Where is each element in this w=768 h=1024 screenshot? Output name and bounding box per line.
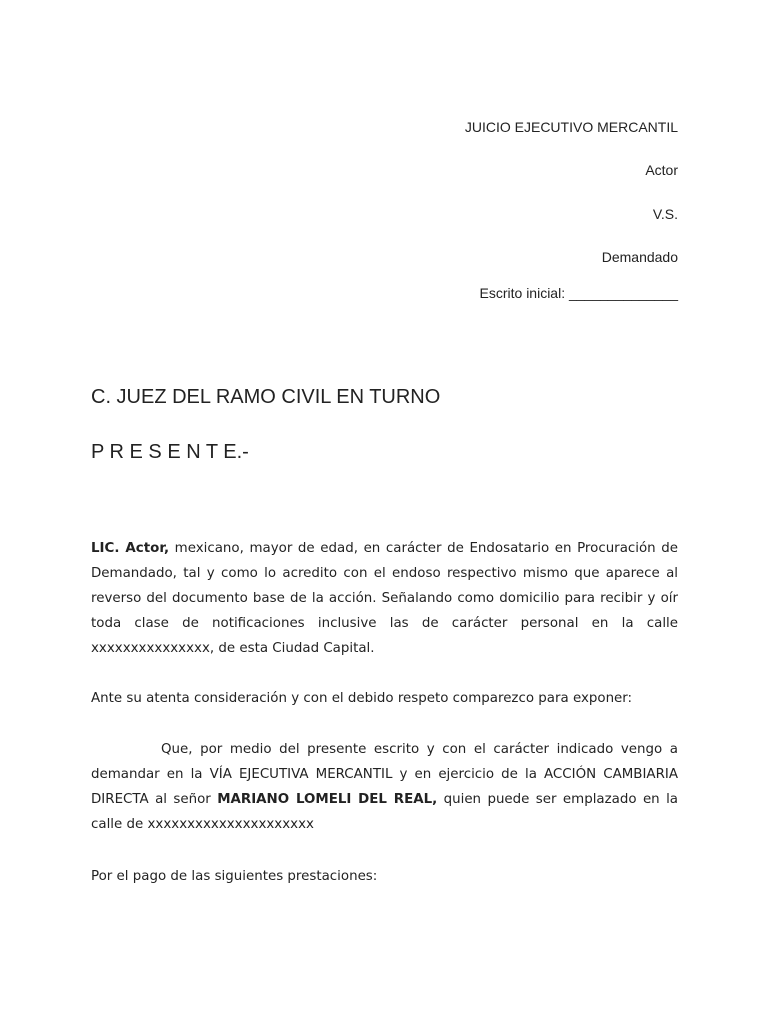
demand-text-b: quien puede ser emplazado en la calle de xxxxxxxxxxxxxxxxxxxxx — [91, 792, 678, 832]
paragraph-demand — [91, 737, 678, 837]
lawyer-name: LIC. Actor, — [91, 541, 170, 556]
case-type: JUICIO EJECUTIVO MERCANTIL — [464, 119, 678, 135]
demand-text-a: Que, por medio del presente escrito y con el carácter indicado vengo a demandar en la VÍA EJECUTIVA MERCANTIL y en ejercicio de la ACCIÓN CAMBIARIA DIRECTA al señor — [91, 742, 678, 807]
paragraph-consideration: Ante su atenta consideración y con el debido respeto comparezco para exponer: — [91, 691, 633, 706]
paragraph-appearance — [91, 536, 678, 661]
judge-addressee: C. JUEZ DEL RAMO CIVIL EN TURNO — [91, 386, 441, 408]
actor-label: Actor — [645, 162, 678, 178]
filing-line: Escrito inicial: ______________ — [479, 285, 678, 301]
versus-label: V.S. — [652, 206, 678, 222]
paragraph-payment: Por el pago de las siguientes prestaciones: — [91, 869, 378, 884]
defendant-label: Demandado — [601, 249, 678, 265]
present-heading: P R E S E N T E.- — [91, 441, 249, 463]
appearance-text: mexicano, mayor de edad, en carácter de Endosatario en Procuración de Demandado, tal y como lo acredito con el endoso respectivo mismo que aparece al reverso del documento base de la acción. Señalando como domicilio para recibir y oír toda clase de notificaciones inclusive las de carácter personal en la calle xxxxxxxxxxxxxxx, de esta Ciudad Capital. — [91, 541, 678, 656]
defendant-name: MARIANO LOMELI DEL REAL, — [217, 792, 438, 807]
